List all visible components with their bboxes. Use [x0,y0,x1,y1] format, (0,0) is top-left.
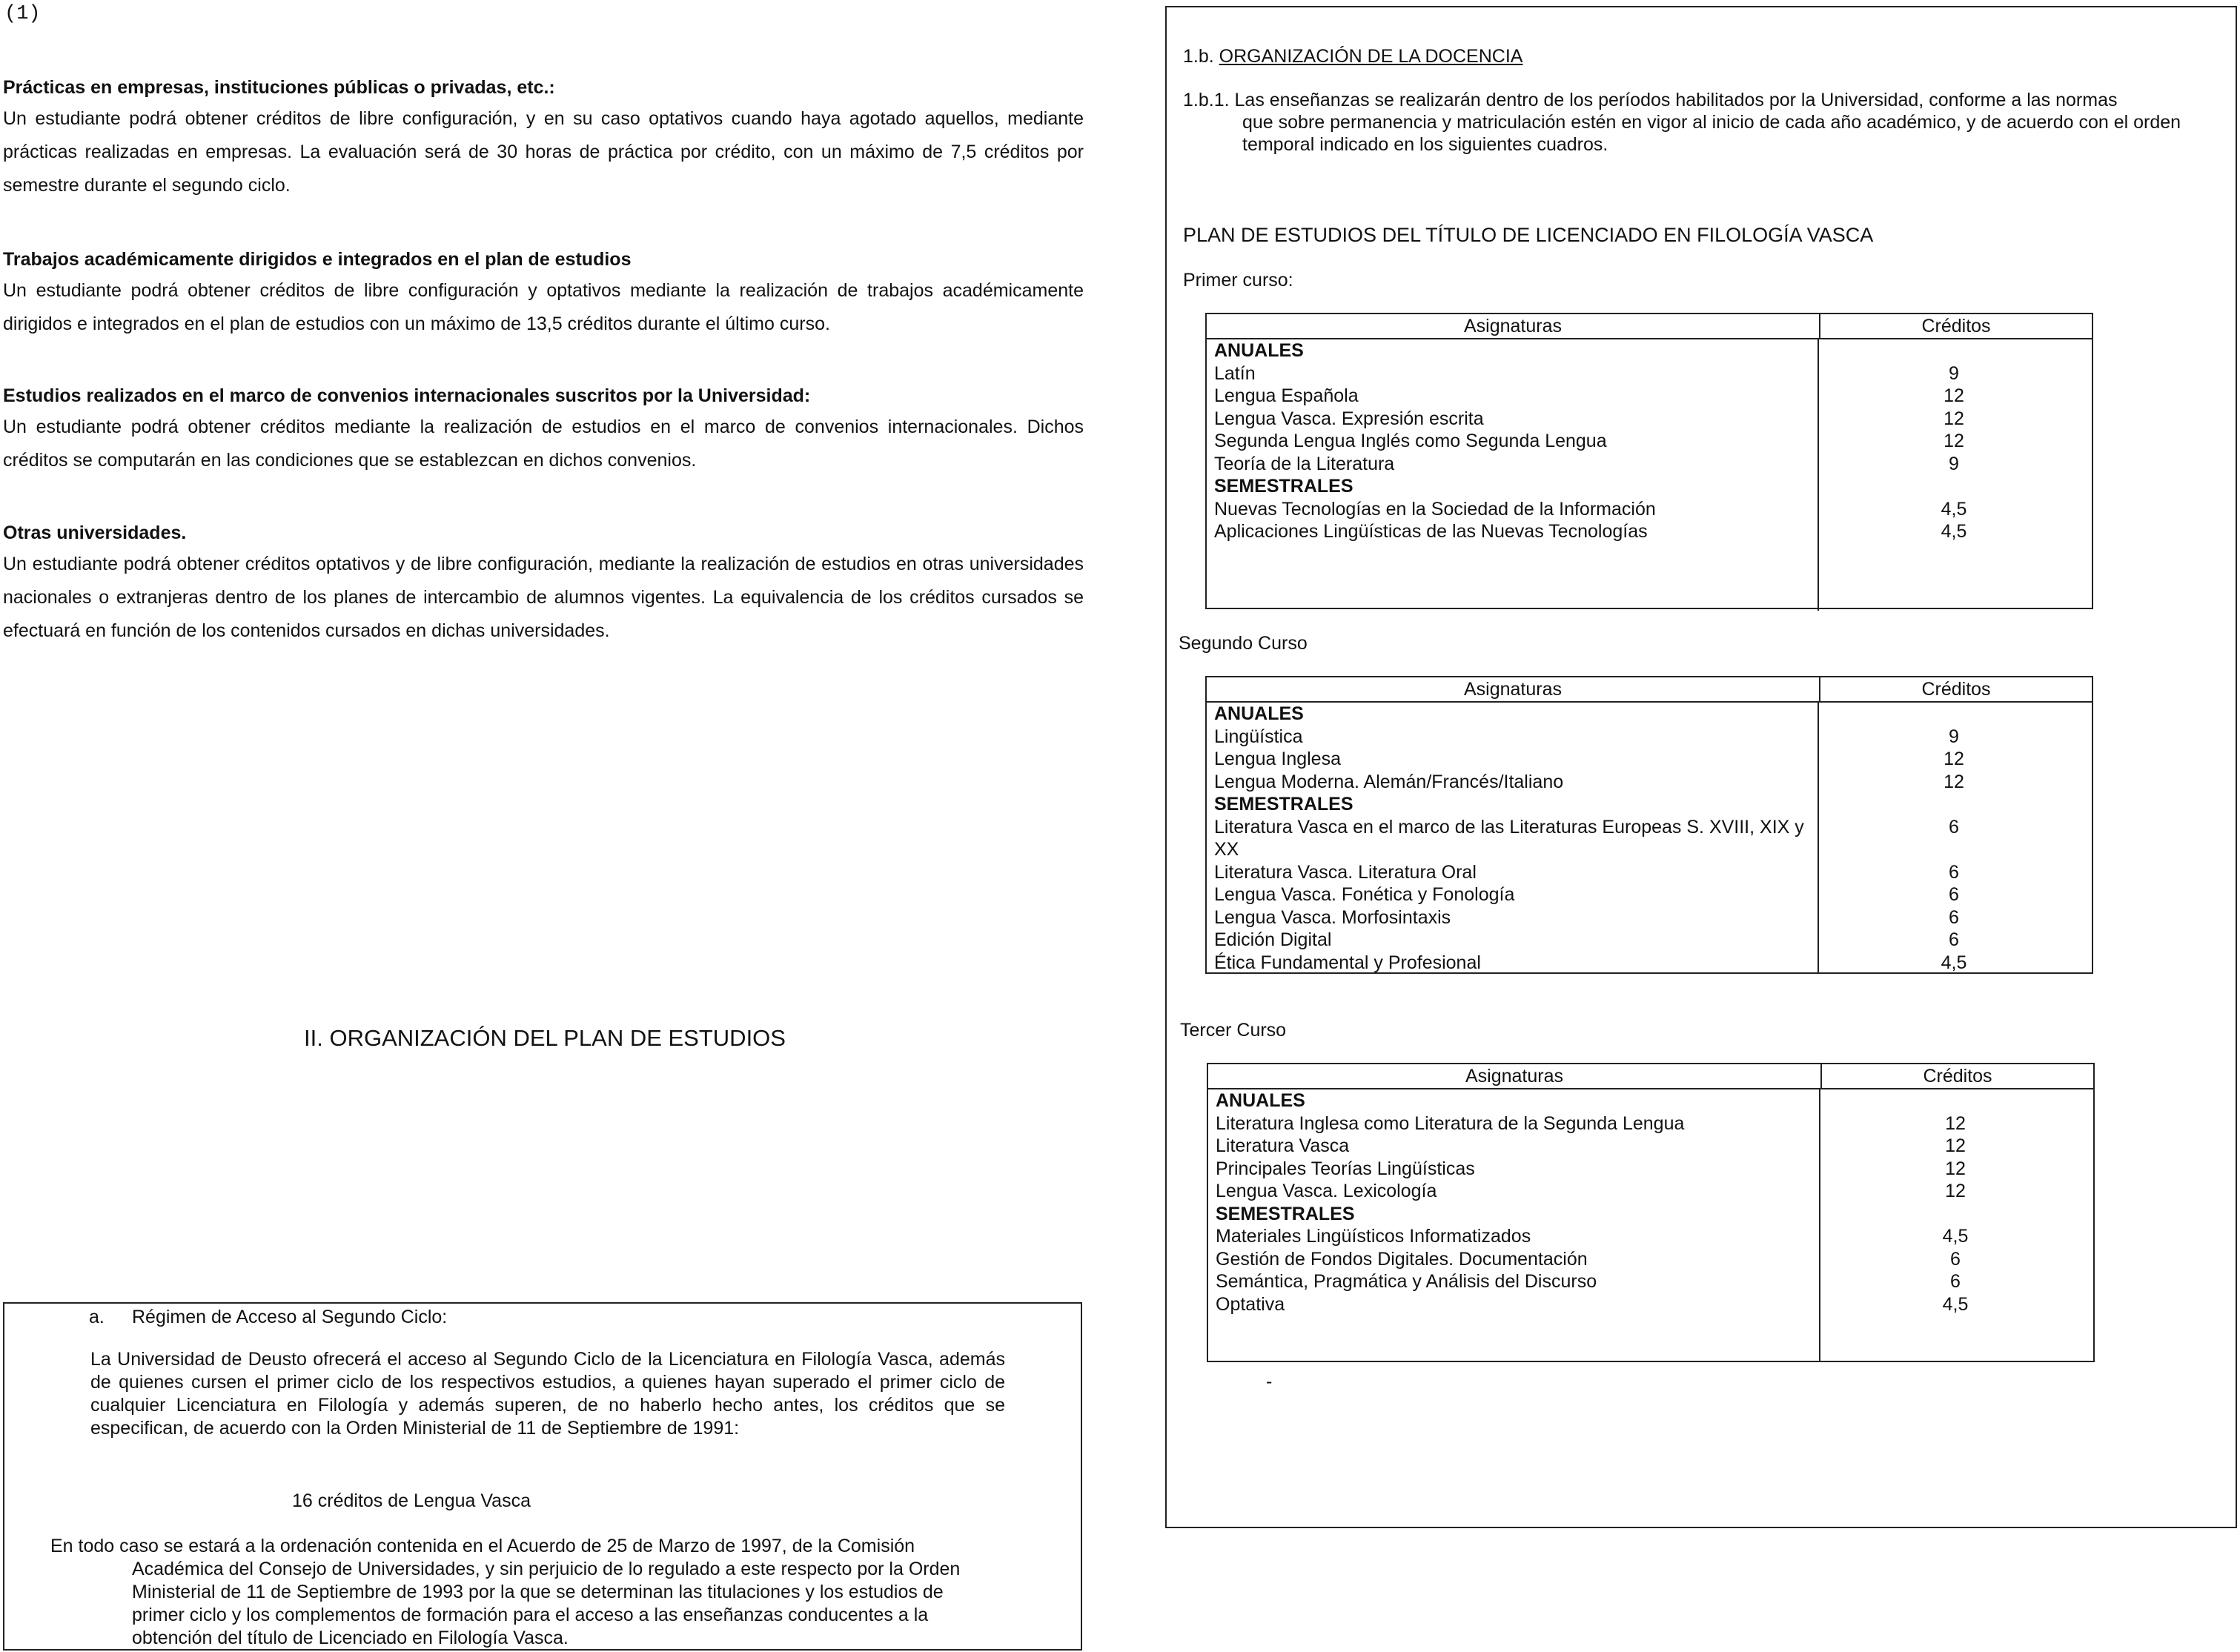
header-subjects: Asignaturas [1207,677,1820,701]
course-label-2: Segundo Curso [1179,633,1308,654]
section-text: Un estudiante podrá obtener créditos de libre configuración y optativos mediante la realización de trabajos académicamente dirigidos e integrados en el plan de estudios con un máximo de 13,5 créditos durante el último curso. [3,280,1084,334]
subject-credits: 12 [1945,1158,1966,1179]
table-rows [1216,1089,2090,1316]
table-row [1214,408,2089,431]
table-row [1214,726,2089,749]
subject-name: Literatura Vasca. Literatura Oral [1214,861,1477,883]
section-title: Prácticas en empresas, instituciones públicas o privadas, etc.: [3,77,555,98]
subject-credits: 12 [1945,1181,1966,1201]
table-row [1214,883,2089,906]
subject-credits: 12 [1944,431,1964,451]
subject-name: Semántica, Pragmática y Análisis del Discurso [1216,1271,1597,1292]
subject-credits: 4,5 [1942,1226,1969,1247]
subject-credits: 6 [1950,1248,1961,1270]
table-row [1214,929,2089,952]
section-heading [1183,46,1522,67]
group-heading: ANUALES [1216,1090,1305,1111]
item-number: 1.b.1. [1183,90,1230,110]
acceso-note-first: En todo caso se estará a la ordenación contenida en el Acuerdo de 25 de Marzo de 1997, de la Comisión [50,1536,915,1556]
section-trabajos [3,245,1084,381]
subject-credits: 6 [1949,861,1959,883]
item-rest: que sobre permanencia y matriculación estén en vigor al inicio de cada año académico, y de acuerdo con el orden temporal indicado en los siguientes cuadros. [1242,112,2181,155]
table-row [1216,1135,2090,1158]
subject-credits: 4,5 [1941,521,1967,542]
group-heading: SEMESTRALES [1216,1203,1355,1224]
table-row [1214,952,2089,975]
header-credits: Créditos [1921,679,1991,700]
table-primer-curso [1205,313,2093,609]
subject-name: Ética Fundamental y Profesional [1214,952,1481,973]
group-heading: SEMESTRALES [1214,794,1353,815]
table-segundo-curso [1205,676,2093,974]
subject-name: Lengua Inglesa [1214,749,1341,769]
table-row [1216,1225,2090,1248]
course-label-3: Tercer Curso [1180,1020,1287,1041]
section-text: Un estudiante podrá obtener créditos de libre configuración, y en su caso optativos cuando haya agotado aquellos, mediante prácticas realizadas en empresas. La evaluación será de 30 horas de práctica por crédito, con un máximo de 7,5 créditos por semestre durante el segundo ciclo. [3,108,1084,196]
table-row [1214,816,2089,861]
subject-name: Lengua Española [1214,385,1359,406]
section-title: Otras universidades. [3,523,187,543]
section-text: Un estudiante podrá obtener créditos mediante la realización de estudios en el marco de convenios internacionales. Dichos créditos se computarán en las condiciones que se establezcan en dichos convenios. [3,417,1084,471]
table-header [1207,314,2092,339]
course-label-1: Primer curso: [1183,270,1293,291]
table-row [1214,385,2089,408]
subject-credits: 9 [1949,726,1959,747]
table-row [1216,1248,2090,1271]
subject-name: Lengua Vasca. Lexicología [1216,1181,1437,1201]
section-title: Estudios realizados en el marco de convenios internacionales suscritos por la Universidad: [3,385,811,406]
group-heading: SEMESTRALES [1214,476,1353,497]
table-row [1216,1112,2090,1135]
table-rows [1214,339,2089,543]
subject-name: Segunda Lengua Inglés como Segunda Lengua [1214,431,1607,451]
subject-credits: 6 [1949,906,1959,928]
subject-credits: 12 [1945,1135,1966,1156]
table-row [1214,520,2089,543]
table-row [1214,771,2089,794]
table-row [1214,498,2089,521]
table-row [1216,1180,2090,1203]
subject-name: Lengua Vasca. Morfosintaxis [1214,906,1451,928]
subject-name: Literatura Vasca en el marco de las Literaturas Europeas S. XVIII, XIX y XX [1214,816,1804,860]
subject-name: Lengua Moderna. Alemán/Francés/Italiano [1214,771,1564,792]
group-heading: ANUALES [1214,703,1304,724]
subject-name: Lengua Vasca. Expresión escrita [1214,408,1484,429]
plan-title: PLAN DE ESTUDIOS DEL TÍTULO DE LICENCIADO EN FILOLOGÍA VASCA [1183,224,1874,246]
table-row [1214,362,2089,385]
subject-name: Latín [1214,362,1256,384]
subject-credits: 12 [1945,1112,1966,1134]
subject-name: Lingüística [1214,726,1303,747]
header-credits: Créditos [1921,316,1991,336]
table-row [1216,1270,2090,1293]
table-row [1214,906,2089,929]
header-subjects: Asignaturas [1208,1064,1822,1088]
subject-name: Principales Teorías Lingüísticas [1216,1158,1475,1179]
footer-mark: - [1266,1371,1273,1392]
acceso-note-rest: Académica del Consejo de Universidades, y sin perjuicio de lo regulado a este respecto por la Orden Ministerial de 11 de Septiembre de 1993 por la que se determinan las titulaciones y los estudios de primer ciclo y los complementos de formación para el acceso a las enseñanzas conducentes a la obtención del título de Licenciado en Filología Vasca. [132,1559,961,1648]
subject-credits: 12 [1944,408,1964,429]
section-convenios [3,381,1084,518]
acceso-paragraph: La Universidad de Deusto ofrecerá el acceso al Segundo Ciclo de la Licenciatura en Filología Vasca, además de quienes cursen el primer ciclo de los respectivos estudios, a quienes hayan superado el primer ciclo de cualquier Licenciatura en Filología y además superen, de no haberlo hecho antes, los créditos que se especifican, de acuerdo con la Orden Ministerial de 11 de Septiembre de 1991: [90,1349,1005,1439]
subject-name: Teoría de la Literatura [1214,453,1395,474]
subject-credits: 12 [1944,771,1964,792]
table-rows [1214,703,2089,974]
section-title: Trabajos académicamente dirigidos e integrados en el plan de estudios [3,249,632,270]
left-sections [3,73,1084,648]
plan-heading: II. ORGANIZACIÓN DEL PLAN DE ESTUDIOS [304,1025,786,1051]
subject-name: Aplicaciones Lingüísticas de las Nuevas Tecnologías [1214,521,1648,542]
table-tercer-curso [1207,1063,2095,1362]
subject-credits: 6 [1950,1271,1961,1292]
acceso-title: Régimen de Acceso al Segundo Ciclo: [132,1307,448,1327]
subject-credits: 6 [1949,929,1959,950]
table-row [1214,453,2089,476]
subject-credits: 9 [1949,362,1959,384]
acceso-box [3,1302,1082,1651]
section-title: ORGANIZACIÓN DE LA DOCENCIA [1219,46,1523,67]
table-row [1216,1158,2090,1181]
table-row [1216,1293,2090,1316]
subject-name: Optativa [1216,1293,1285,1315]
subject-credits: 4,5 [1941,952,1967,973]
group-heading: ANUALES [1214,340,1304,361]
header-credits: Créditos [1923,1066,1992,1087]
subject-credits: 6 [1949,816,1959,837]
subject-credits: 12 [1944,385,1964,406]
section-number: 1.b. [1183,46,1214,67]
subject-credits: 4,5 [1942,1293,1969,1315]
subject-name: Edición Digital [1214,929,1332,950]
subject-name: Literatura Inglesa como Literatura de la Segunda Lengua [1216,1112,1685,1134]
table-row [1214,861,2089,884]
section-text: Un estudiante podrá obtener créditos optativos y de libre configuración, mediante la realización de estudios en otras universidades nacionales o extranjeras dentro de los planes de intercambio de alumnos vigentes. La equivalencia de los créditos cursados se efectuará en función de los contenidos cursados en dichas universidades. [3,554,1084,641]
subject-name: Nuevas Tecnologías en la Sociedad de la Información [1214,498,1656,520]
docencia-item [1183,89,2221,156]
acceso-label: a. [89,1307,105,1327]
subject-credits: 9 [1949,453,1959,474]
item-first-line: 1.b.1. Las enseñanzas se realizarán dentro de los períodos habilitados por la Universidad, conforme a las normas [1183,90,2118,110]
header-subjects: Asignaturas [1207,314,1820,338]
table-header [1207,677,2092,703]
table-header [1208,1064,2093,1089]
subject-name: Lengua Vasca. Fonética y Fonología [1214,884,1515,905]
subject-credits: 6 [1949,884,1959,905]
subject-credits: 4,5 [1941,498,1967,520]
page-marker: (1) [4,3,41,25]
subject-name: Literatura Vasca [1216,1135,1350,1156]
section-practicas [3,73,1084,245]
subject-name: Materiales Lingüísticos Informatizados [1216,1226,1531,1247]
subject-credits: 12 [1944,749,1964,769]
acceso-credits: 16 créditos de Lengua Vasca [292,1490,531,1511]
subject-name: Gestión de Fondos Digitales. Documentación [1216,1248,1588,1270]
table-row [1214,748,2089,771]
acceso-note [50,1535,1029,1650]
table-row [1214,430,2089,453]
section-otras [3,518,1084,648]
